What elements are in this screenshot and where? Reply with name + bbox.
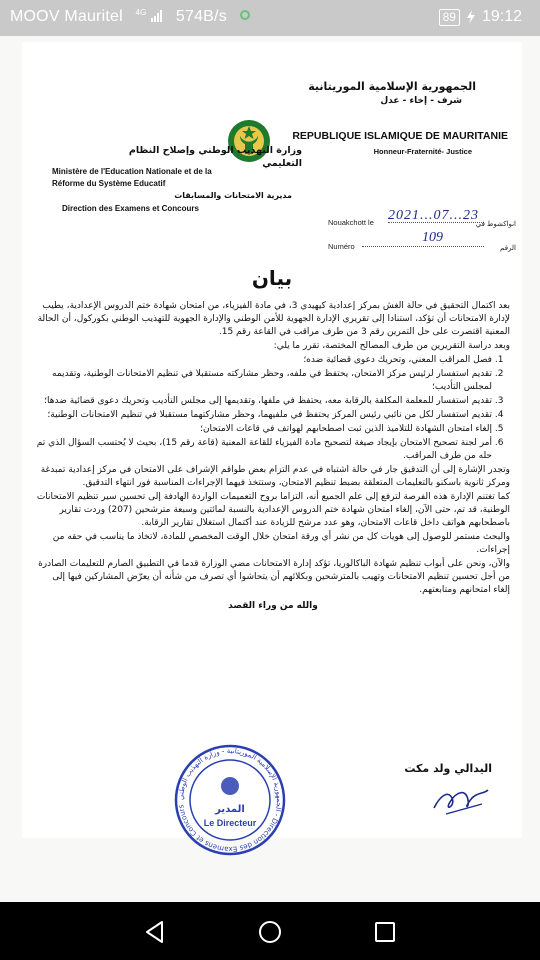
status-left	[10, 8, 250, 26]
decision-item: 2. تقديم استفسار لرئيس مركز الامتحان، يحتفظ في ملفه، وحظر مشاركته مستقبلا في تنظيم الامتحانات الوطنية، وتقديمه لمجلس التأديب؛	[36, 368, 492, 394]
decision-item: 5. إلغاء امتحان الشهادة للتلاميذ الذين ثبت اصطحابهم لهواتف في قاعات الامتحان؛	[36, 423, 492, 436]
navigation-bar	[0, 902, 540, 960]
directorate-name-fr: Direction des Examens et Concours	[62, 204, 199, 213]
svg-text:الجمهورية الإسلامية الموريتاني	[177, 747, 283, 853]
signature-icon	[426, 778, 496, 820]
status-bar	[0, 0, 540, 36]
decision-list	[36, 354, 510, 463]
header-motto-ar: شرف - إخاء - عدل	[380, 96, 462, 106]
decision-item: 1. فصل المراقب المعني، وتحريك دعوى قضائية ضده؛	[36, 354, 492, 367]
paragraph-investigation: والبحث مستمر للوصول إلى هويات كل من نشر أي ورقة امتحان خلال الوقت المخصص للمادة، لاتخاذ ما يناسب في حقه من إجراءات.	[52, 532, 510, 555]
directorate-name-ar: مديرية الامتحانات والمسابقات	[174, 191, 292, 200]
paragraph-verification: وتجدر الإشارة إلى أن التدقيق جار في حالة اشتباه في عدم التزام بعض طواقم الإشراف على الامتحان في مركز إعدادية تمبدغة ومركز ثانوية باسكنو بالتعليمات المتعلقة بضبط تنظيم الامتحان، وستتخذ فيهما الإجراءات المناسبة فور انتهاء التدقيق.	[40, 465, 510, 488]
ministry-name-ar: وزارة التهذيب الوطني وإصلاح النظام التعليمي	[128, 145, 302, 169]
date-label: Nouakchott le	[328, 218, 374, 227]
stamp-ring-text: الجمهورية الإسلامية الموريتانية - وزارة التهذيب الوطني - Direction des Examens et Concours	[176, 746, 284, 854]
number-dotted-line	[362, 246, 484, 247]
document-title: بيان	[251, 266, 293, 290]
clock: 19:12	[481, 8, 522, 25]
document-body	[36, 300, 510, 613]
home-icon[interactable]	[257, 919, 283, 945]
network-speed: 574B/s	[175, 8, 227, 26]
decision-item: 4. تقديم استفسار لكل من نائبي رئيس المركز يحتفظ في ملفيهما، وحظر مشاركتهما مستقبلا في تنظيم الامتحانات الوطنية؛	[36, 409, 492, 422]
header-motto-fr: Honneur-Fraternité- Justice	[373, 147, 472, 156]
document-photo[interactable]	[0, 36, 540, 902]
date-handwritten: 2021...07...23	[388, 208, 479, 223]
number-label-ar: الرقم	[500, 245, 516, 252]
intro-paragraph: بعد اكتمال التحقيق في حالة الغش بمركز إعدادية كيهيدي 3، في مادة الفيزياء، من امتحان شهادة ختم الدروس الإعدادية، يطيب لإدارة الامتحانات أن تؤكد، استنادا إلى تقريري الإدارة الجهوية للأمن الوطني والإدارة الجهوية للتهذيب الوطني بكوركول، أن الحالة المعنية اقتصرت على حل التمرين رقم 3 من طرف مراقب في القاعة رقم 15.	[37, 301, 510, 337]
network-type: 4G	[135, 8, 147, 17]
recents-icon[interactable]	[372, 919, 398, 945]
location-icon	[240, 10, 250, 22]
decision-item: 6. أمر لجنة تصحيح الامتحان بإيجاد صيغة لتصحيح مادة الفيزياء للقاعة المعنية (قاعة رقم 15)، بحيث لا يُحتسب السؤال الذي تم حله من طرف المراقب.	[36, 437, 492, 463]
paragraph-cancellations: كما تغتنم الإدارة هذه الفرصة لترفع إلى علم الجميع أنه، التزاما بروح التعميمات الواردة الهادفة إلى تحسين سير تنظيم الامتحانات الوطنية، قد تم، حتى الآن، إلغاء امتحان شهادة ختم الدروس الإعدادية بالنسبة لمائتين وسبعة مترشحين (207) وردت تقارير باصطحابهم هواتف داخل قاعات الامتحان، وهو عدد مرشح للزيادة عند أكتمال استغلال تقارير الرقابة.	[36, 492, 510, 528]
paragraph-baccalaureate: والآن، ونحن على أبواب تنظيم شهادة الباكالوريا، تؤكد إدارة الامتحانات مضي الوزارة قدما في التطبيق الصارم للتعليمات الصادرة من أجل تحسين تنظيم الامتحانات وتهيب بالمترشحين وبكلائهم أن يتحاشوا أي تصرف من شأنه أن يعرّض المشاركين فيها إلى إلغاء امتحانهم ومتابعتهم.	[38, 559, 510, 595]
status-right	[439, 8, 522, 26]
number-handwritten: 109	[422, 230, 443, 245]
signal-icon	[151, 10, 163, 22]
header-state-fr: REPUBLIQUE ISLAMIQUE DE MAURITANIE	[292, 130, 508, 142]
header-state-ar: الجمهورية الإسلامية الموريتانية	[308, 80, 476, 93]
charging-icon	[466, 10, 476, 24]
official-stamp-icon	[172, 742, 288, 858]
document-page	[22, 42, 522, 854]
signer-name: اليدالي ولد مكت	[404, 762, 492, 775]
date-label-ar: انواكشوط في	[475, 221, 516, 228]
stamp-title-ar: المدير	[215, 804, 245, 815]
decision-lead: وبعد دراسة التقريرين من طرف المصالح المختصة، تقرر ما يلي:	[273, 341, 510, 351]
battery-icon: 89	[439, 9, 460, 26]
date-field	[328, 210, 518, 230]
stamp-title-fr: Le Directeur	[203, 818, 257, 828]
ministry-line-2: Réforme du Système Educatif	[52, 179, 166, 188]
decision-item: 3. تقديم استفسار للمعلمة المكلفة بالرقابة معه، يحتفظ في ملفها، وتقديمها إلى مجلس التأديب وتحريك دعوى قضائية ضدها؛	[36, 395, 492, 408]
closing-formula: والله من وراء القصد	[228, 601, 318, 611]
ministry-name-fr	[52, 166, 292, 190]
ministry-line-1: Ministère de l'Education Nationale et de la	[52, 167, 212, 176]
number-field	[328, 230, 518, 254]
back-icon[interactable]	[142, 919, 168, 945]
carrier-label: MOOV Mauritel	[10, 8, 123, 26]
number-label: Numéro	[328, 242, 355, 251]
